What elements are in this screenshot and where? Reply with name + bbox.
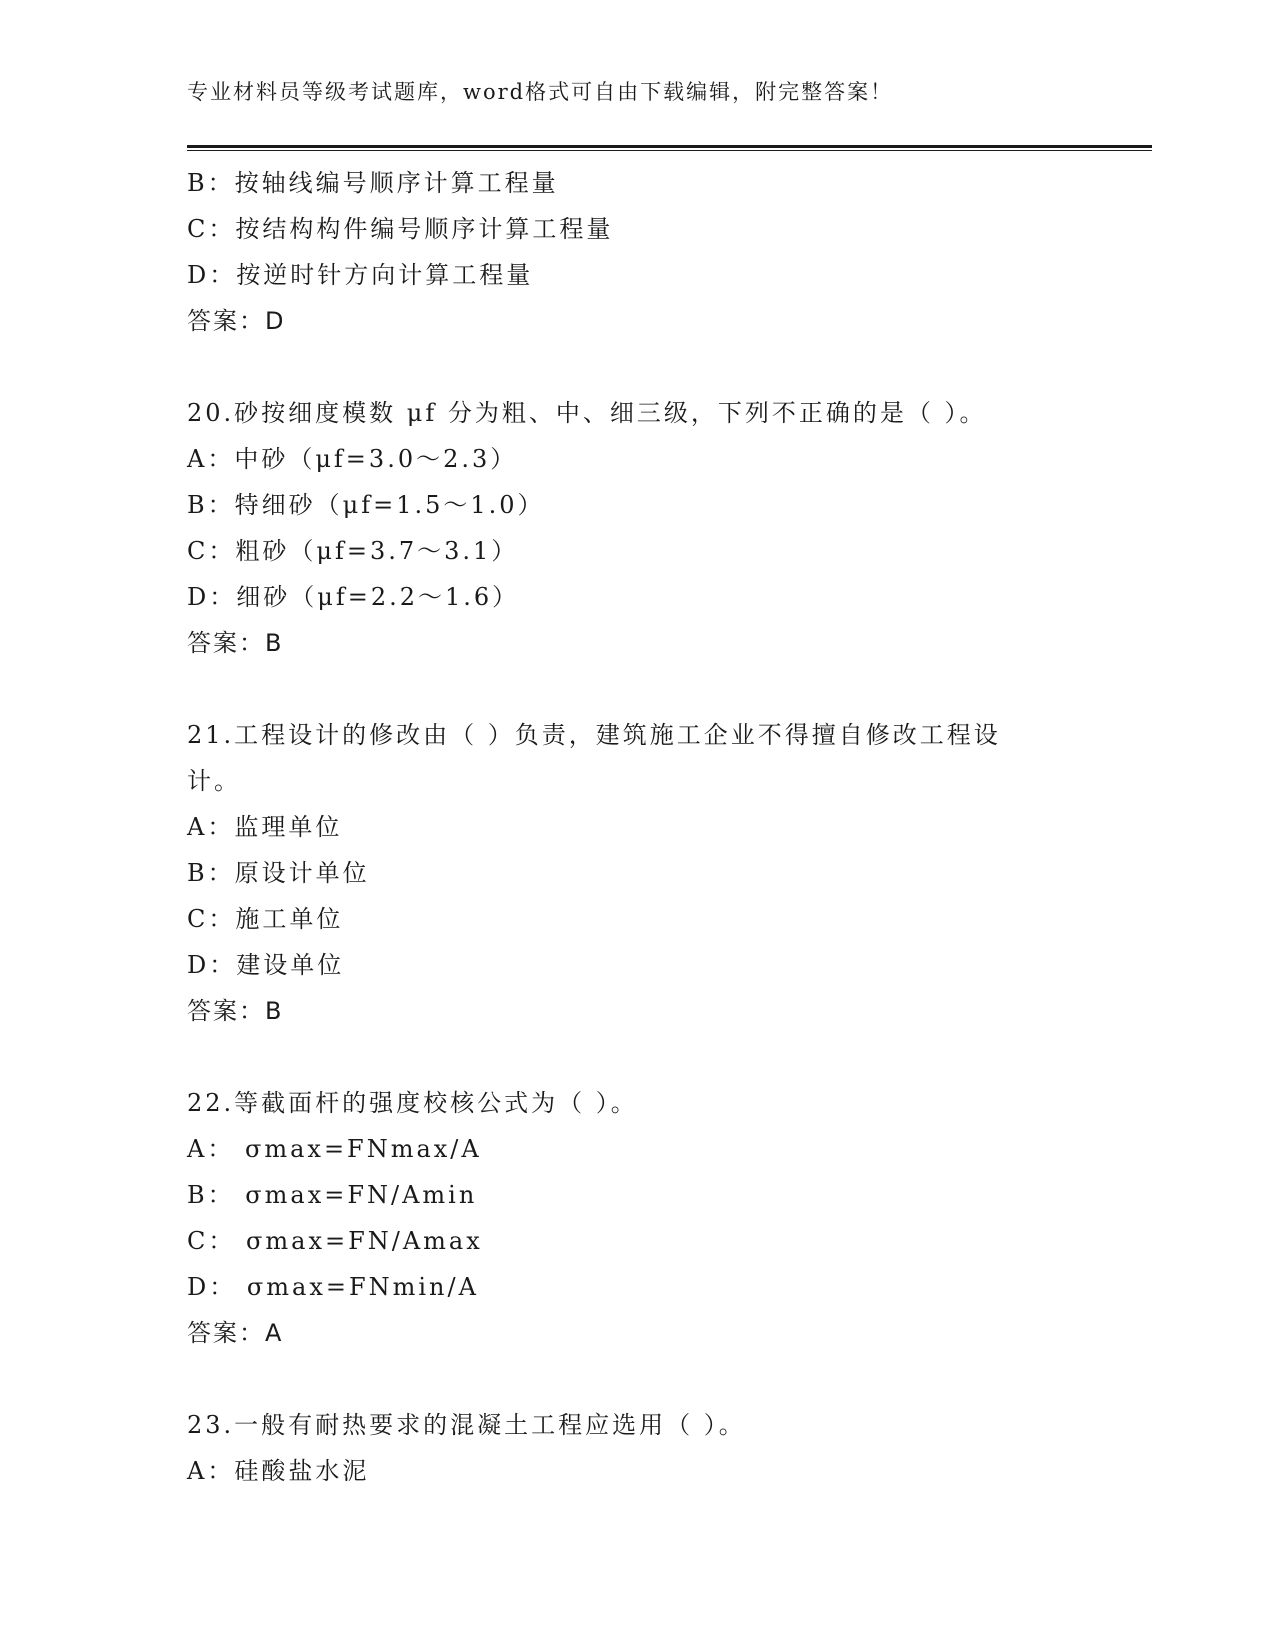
q21-option-b: B：原设计单位 <box>187 859 370 887</box>
q22-question: 22.等截面杆的强度校核公式为（ ）。 <box>187 1089 638 1117</box>
spacer <box>187 1034 1087 1080</box>
q21-question-line1: 21.工程设计的修改由（ ）负责，建筑施工企业不得擅自修改工程设 <box>187 721 1001 749</box>
q20-option-a: A：中砂（μf=3.0～2.3） <box>187 445 518 473</box>
q19-option-b: B：按轴线编号顺序计算工程量 <box>187 169 559 197</box>
q20-option-c: C：粗砂（μf=3.7～3.1） <box>187 537 519 565</box>
q22-option-a: A： σmax=FNmax/A <box>187 1135 482 1163</box>
q22-option-b: B： σmax=FN/Amin <box>187 1181 478 1209</box>
q22-option-c: C： σmax=FN/Amax <box>187 1227 483 1255</box>
q22-option-d: D： σmax=FNmin/A <box>187 1273 479 1301</box>
q21-option-d: D：建设单位 <box>187 951 345 979</box>
q21-question-line2: 计。 <box>187 767 241 795</box>
q19-answer: 答案：D <box>187 307 286 335</box>
q19-option-d: D：按逆时针方向计算工程量 <box>187 261 534 289</box>
q20-option-d: D：细砂（μf=2.2～1.6） <box>187 583 520 611</box>
spacer <box>187 666 1087 712</box>
header-divider <box>187 145 1152 151</box>
q20-question: 20.砂按细度模数 μf 分为粗、中、细三级，下列不正确的是（ ）。 <box>187 399 987 427</box>
q22-answer: 答案：A <box>187 1319 284 1347</box>
q21-answer: 答案：B <box>187 997 284 1025</box>
spacer <box>187 1356 1087 1402</box>
q23-question: 23.一般有耐热要求的混凝土工程应选用（ ）。 <box>187 1411 746 1439</box>
q20-answer: 答案：B <box>187 629 284 657</box>
q20-option-b: B：特细砂（μf=1.5～1.0） <box>187 491 545 519</box>
q21-option-c: C：施工单位 <box>187 905 344 933</box>
spacer <box>187 344 1087 390</box>
q19-option-c: C：按结构构件编号顺序计算工程量 <box>187 215 614 243</box>
q23-option-a: A：硅酸盐水泥 <box>187 1457 370 1485</box>
q21-option-a: A：监理单位 <box>187 813 343 841</box>
question-content <box>187 160 1087 1494</box>
page-header-text: 专业材料员等级考试题库，word格式可自由下载编辑，附完整答案！ <box>187 80 894 104</box>
